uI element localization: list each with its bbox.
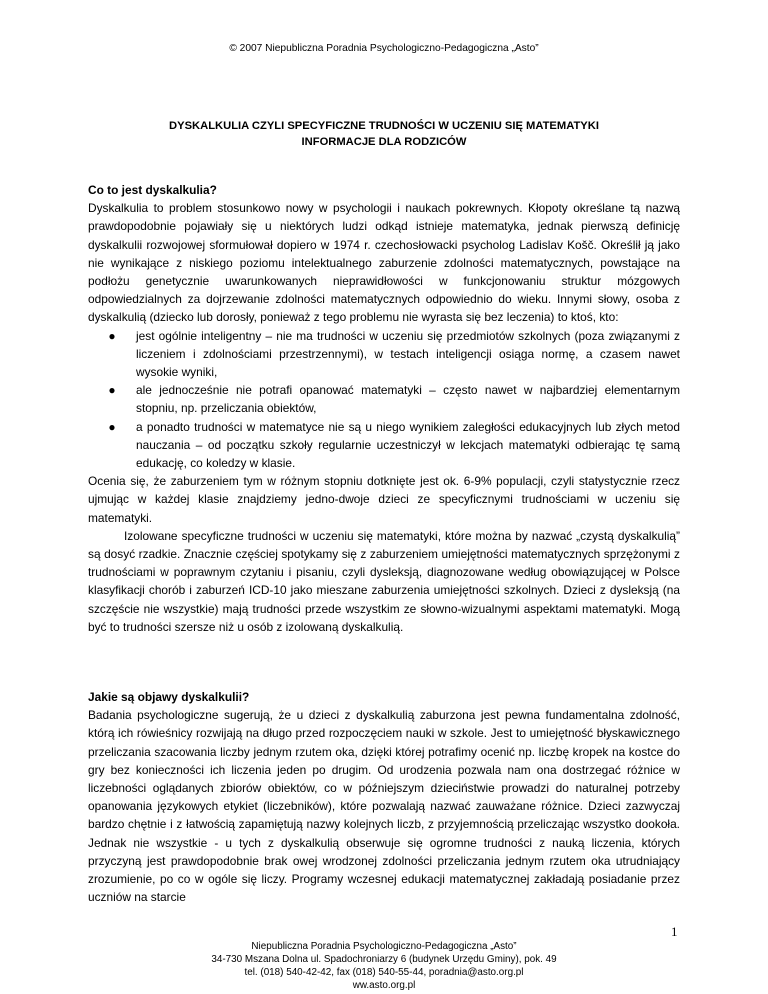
section-symptoms	[88, 688, 680, 906]
bullet-icon: ●	[108, 419, 116, 434]
document-title-line-1: DYSKALKULIA CZYLI SPECYFICZNE TRUDNOŚCI W UCZENIU SIĘ MATEMATYKI	[169, 120, 599, 132]
paragraph-intro: Dyskalkulia to problem stosunkowo nowy w psychologii i naukach pokrewnych. Kłopoty określane tą nazwą prawdopodobnie pojawiały się u niektórych ludzi odkąd istnieje matematyka, jednak pierwszą definicję dyskalkulii rozwojowej sformułował dopiero w 1974 r. czechosłowacki psycholog Ladislav Košč. Określił ją jako nie wynikające z niskiego poziomu intelektualnego zaburzenie zdolności matematycznych, powstające na podłożu genetycznie uwarunkowanych nieprawidłowości w funkcjonowaniu struktur mózgowych odpowiedzialnych za dojrzewanie zdolności matematycznych odpowiednio do wieku. Innymi słowy, osoba z dyskalkulią (dziecko lub dorosły, ponieważ z tego problemu nie wyrasta się bez leczenia) to ktoś, kto:	[88, 201, 680, 325]
bullet-list	[106, 327, 680, 473]
footer-contact: tel. (018) 540-42-42, fax (018) 540-55-44, poradnia@asto.org.pl	[244, 967, 524, 978]
bullet-item	[106, 381, 680, 417]
bullet-text: a ponadto trudności w matematyce nie są u niego wynikiem zaległości edukacyjnych lub złych metod nauczania – od początku szkoły regularnie uczestniczył w lekcjach matematyki odbierając tę samą edukację, co koledzy w klasie.	[136, 419, 680, 471]
document-title-line-2: INFORMACJE DLA RODZICÓW	[301, 136, 467, 148]
page-number: 1	[671, 924, 678, 939]
footer-organization: Niepubliczna Poradnia Psychologiczno-Pedagogiczna „Asto”	[251, 941, 517, 952]
bullet-icon: ●	[108, 328, 116, 343]
document-title	[60, 118, 708, 150]
section-heading: Co to jest dyskalkulia?	[88, 183, 217, 197]
paragraph-isolated-difficulties: Izolowane specyficzne trudności w uczeniu się matematyki, które można by nazwać „czystą dyskalkulią” są dosyć rzadkie. Znacznie częściej spotykamy się z zaburzeniem umiejętności matematycznych sprzężonymi z trudnościami w poprawnym czytaniu i pisaniu, czyli dysleksją, diagnozowane według obowiązującej w Polsce klasyfikacji chorób i zaburzeń ICD-10 jako mieszane zaburzenia umiejętności szkolnych. Dzieci z dysleksją (na szczęście nie wszystkie) mają trudności przede wszystkim ze słowno-wizualnymi aspektami matematyki. Mogą być to trudności szersze niż u osób z izolowaną dyskalkulią.	[88, 528, 680, 634]
page-header: © 2007 Niepubliczna Poradnia Psychologiczno-Pedagogiczna „Asto”	[229, 43, 539, 54]
bullet-item	[106, 327, 680, 382]
bullet-text: jest ogólnie inteligentny – nie ma trudności w uczeniu się przedmiotów szkolnych (poza związanymi z liczeniem i zdolnościami przestrzennymi), w testach inteligencji osiąga normę, a czasem nawet wysokie wyniki,	[136, 328, 680, 380]
paragraph-prevalence: Ocenia się, że zaburzeniem tym w różnym stopniu dotknięte jest ok. 6-9% populacji, czyli statystycznie rzecz ujmując w każdej klasie znajdziemy jedno-dwoje dzieci ze specyficznymi trudnościami w uczeniu się matematyki.	[88, 474, 680, 525]
section-what-is-dyscalculia	[88, 181, 680, 636]
paragraph-research: Badania psychologiczne sugerują, że u dzieci z dyskalkulią zaburzona jest pewna fundamentalna zdolność, którą ich rówieśnicy rozwijają na długo przed rozpoczęciem nauki w szkole. Jest to umiejętność błyskawicznego przeliczania szacowania liczby jednym rzutem oka, dzięki której potrafimy ocenić np. liczbę kropek na kostce do gry bez konieczności ich liczenia jeden po drugim. Od urodzenia pozwala nam ona dostrzegać różnice w liczebności oglądanych zbiorów obiektów, co w późniejszym dzieciństwie prowadzi do naturalnej potrzeby opanowania językowych etykiet (liczebników), które pozwalają nazwać zauważane różnice. Dzieci zazwyczaj bardzo chętnie i z łatwością zapamiętują nazwy kolejnych liczb, z przyjemnością przeliczając wszystko dookoła. Jednak nie wszystkie - u tych z dyskalkulią obserwuje się ogromne trudności z nauką liczenia, których przyczyną jest prawdopodobnie brak owej wrodzonej zdolności przeliczania jednym rzutem oka utrudniający zrozumienie, po co w ogóle się liczy. Programy wczesnej edukacji matematycznej zakładają posiadanie przez uczniów na starcie	[88, 708, 680, 905]
page-footer	[0, 940, 768, 992]
section-heading: Jakie są objawy dyskalkulii?	[88, 690, 250, 704]
bullet-item	[106, 418, 680, 473]
bullet-text: ale jednocześnie nie potrafi opanować matematyki – często nawet w najbardziej elementarnym stopniu, np. przeliczania obiektów,	[136, 383, 680, 416]
bullet-icon: ●	[108, 383, 116, 398]
footer-website: ww.asto.org.pl	[352, 980, 416, 991]
footer-address: 34-730 Mszana Dolna ul. Spadochroniarzy 6 (budynek Urzędu Gminy), pok. 49	[211, 954, 557, 965]
